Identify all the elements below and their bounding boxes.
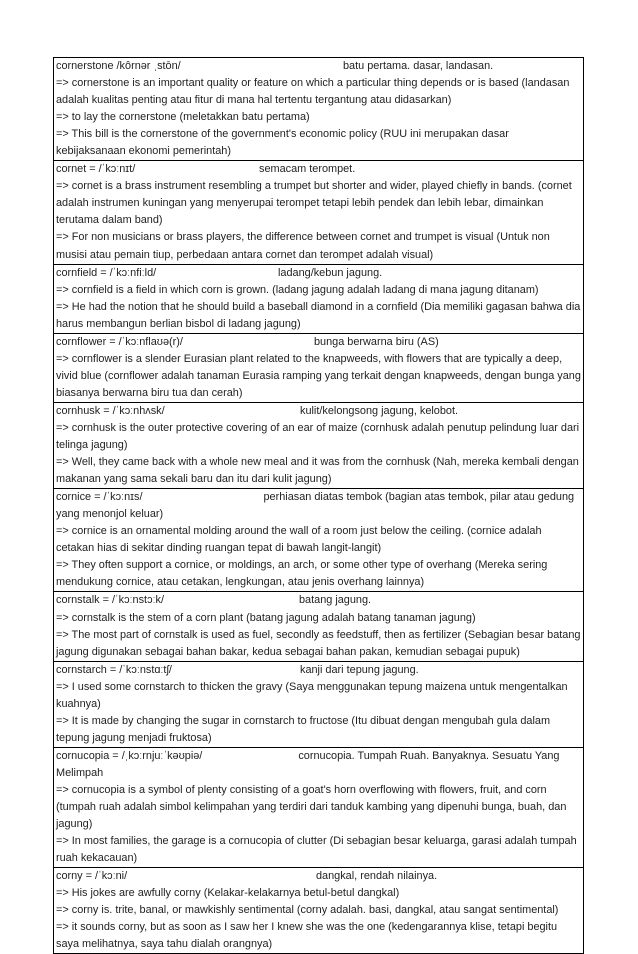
entry-head [56,403,581,420]
translation: dangkal, rendah nilainya. [316,870,438,883]
definition-line: => cornucopia is a symbol of plenty consisting of a goat's horn overflowing with flowers, fruit, and corn (tumpah ruah adalah simbol kelimpahan yang terdiri dari tanduk kambing yang dipenuhi bunga, buah, dan jagung) [56,783,567,831]
definition-line: => It is made by changing the sugar in cornstarch to fructose (Itu dibuat dengan mengubah gula dalam tepung jagung menjadi fruktosa) [56,714,551,744]
headword: cornet = /ˈkɔːnɪt/ [56,163,136,176]
translation: batu pertama. dasar, landasan. [343,60,494,72]
entry-head [56,592,581,609]
entry-head [56,161,581,178]
definition-line: => For non musicians or brass players, the difference between cornet and trumpet is visual (Untuk non musisi atau pemain tiup, perbedaan antara cornet dan terompet adalah visual) [56,231,550,261]
entry-cornucopia [53,747,584,867]
definition-line: => to lay the cornerstone (meletakkan batu pertama) [56,111,310,124]
dictionary-table [53,57,584,954]
definition-line: => cornfield is a field in which corn is grown. (ladang jagung adalah ladang di mana jagung ditanam) [56,283,539,296]
entry-cornfield [53,264,584,333]
definition-line: => corny is. trite, banal, or mawkishly sentimental (corny adalah. basi, dangkal, atau sangat sentimental) [56,904,559,917]
definition-line: => The most part of cornstalk is used as fuel, secondly as feedstuff, then as fertilizer (Sebagian besar batang jagung digunakan sebagai bahan bakar, kedua sebagai bahan pakan, kemudian sebagai pupuk) [56,628,581,658]
entry-head [56,748,581,782]
headword: cornice = /ˈkɔːnɪs/ [56,491,143,504]
entry-cornice [53,488,584,591]
definition-line: => I used some cornstarch to thicken the gravy (Saya menggunakan tepung maizena untuk mengentalkan kuahnya) [56,680,568,710]
headword: cornflower = /ˈkɔːnflaʊə(r)/ [56,335,183,348]
headword: cornstarch = /ˈkɔːnstɑːtʃ/ [56,663,172,676]
entry-cornhusk [53,402,584,488]
translation: kanji dari tepung jagung. [300,663,419,676]
headword: corny = /ˈkɔːni/ [56,870,128,883]
definition-line: => cornet is a brass instrument resembling a trumpet but shorter and wider, played chiefly in bands. (cornet adalah instrumen kuningan yang menyerupai terompet tetapi lebih pendek dan lebih lebar, dimainkan terutama dalam band) [56,180,572,227]
translation: ladang/kebun jagung. [278,266,383,279]
headword: cornhusk = /ˈkɔːnhʌsk/ [56,404,165,417]
entry-cornflower [53,333,584,402]
headword: cornerstone /kôrnər ˌstōn/ [56,60,181,72]
translation: cornucopia. Tumpah Ruah. Banyaknya. Sesuatu Yang Melimpah [56,749,560,779]
headword: cornucopia = /ˌkɔːrnjuːˈkəʊpiə/ [56,749,203,762]
entry-corny [53,867,584,954]
definition-line: => He had the notion that he should build a baseball diamond in a cornfield (Dia memiliki gagasan bahwa dia harus membangun berlian bisbol di ladang jagung) [56,300,581,330]
entry-cornstalk [53,591,584,660]
definition-line: => cornice is an ornamental molding around the wall of a room just below the ceiling. (cornice adalah cetakan hias di sekitar dinding ruangan tepat di bawah langit-langit) [56,525,542,555]
entry-head [56,265,581,282]
definition-line: => it sounds corny, but as soon as I saw her I knew she was the one (kedengarannya klise, tetapi begitu saya melihatnya, saya tahu dialah orangnya) [56,921,558,951]
translation: perhiasan diatas tembok (bagian atas tembok, pilar atau gedung yang menonjol keluar) [56,491,575,521]
definition-line: => This bill is the cornerstone of the government's economic policy (RUU ini merupakan dasar kebijaksanaan ekonomi pemerintah) [56,128,509,158]
entry-head [56,489,581,523]
entry-head [56,58,581,75]
definition-line: => cornflower is a slender Eurasian plant related to the knapweeds, with flowers that are typically a deep, vivid blue (cornflower adalah tanaman Eurasia ramping yang terkait dengan knapweeds, dengan bunga yang biasanya berwarna biru tua dan cerah) [56,352,581,399]
translation: kulit/kelongsong jagung, kelobot. [300,404,459,417]
entry-head [56,868,581,885]
definition-line: => His jokes are awfully corny (Kelakar-kelakarnya betul-betul dangkal) [56,887,400,900]
definition-line: => In most families, the garage is a cornucopia of clutter (Di sebagian besar keluarga, garasi adalah tumpah ruah kekacauan) [56,835,577,865]
translation: semacam terompet. [259,163,356,176]
definition-line: => They often support a cornice, or moldings, an arch, or some other type of overhang (Mereka sering mendukung cornice, atau cetakan, lengkungan, atau jenis overhang lainnya) [56,559,548,589]
definition-line: => cornerstone is an important quality or feature on which a particular thing depends or is based (landasan adalah kualitas penting atau fitur di mana hal tertentu tergantung atau didasarkan) [56,77,570,107]
translation: batang jagung. [299,594,372,607]
entry-cornet [53,160,584,263]
entry-cornerstone [53,57,584,160]
definition-line: => cornstalk is the stem of a corn plant (batang jagung adalah batang tanaman jagung) [56,611,476,624]
headword: cornstalk = /ˈkɔːnstɔːk/ [56,594,165,607]
translation: bunga berwarna biru (AS) [314,335,439,348]
entry-head [56,662,581,679]
definition-line: => cornhusk is the outer protective covering of an ear of maize (cornhusk adalah penutup pelindung luar dari telinga jagung) [56,421,580,452]
entry-cornstarch [53,661,584,747]
definition-line: => Well, they came back with a whole new meal and it was from the cornhusk (Nah, mereka kembali dengan makanan yang sama sekali baru dan itu dari kulit jagung) [56,456,579,486]
headword: cornfield = /ˈkɔːnfiːld/ [56,266,157,279]
entry-head [56,334,581,351]
